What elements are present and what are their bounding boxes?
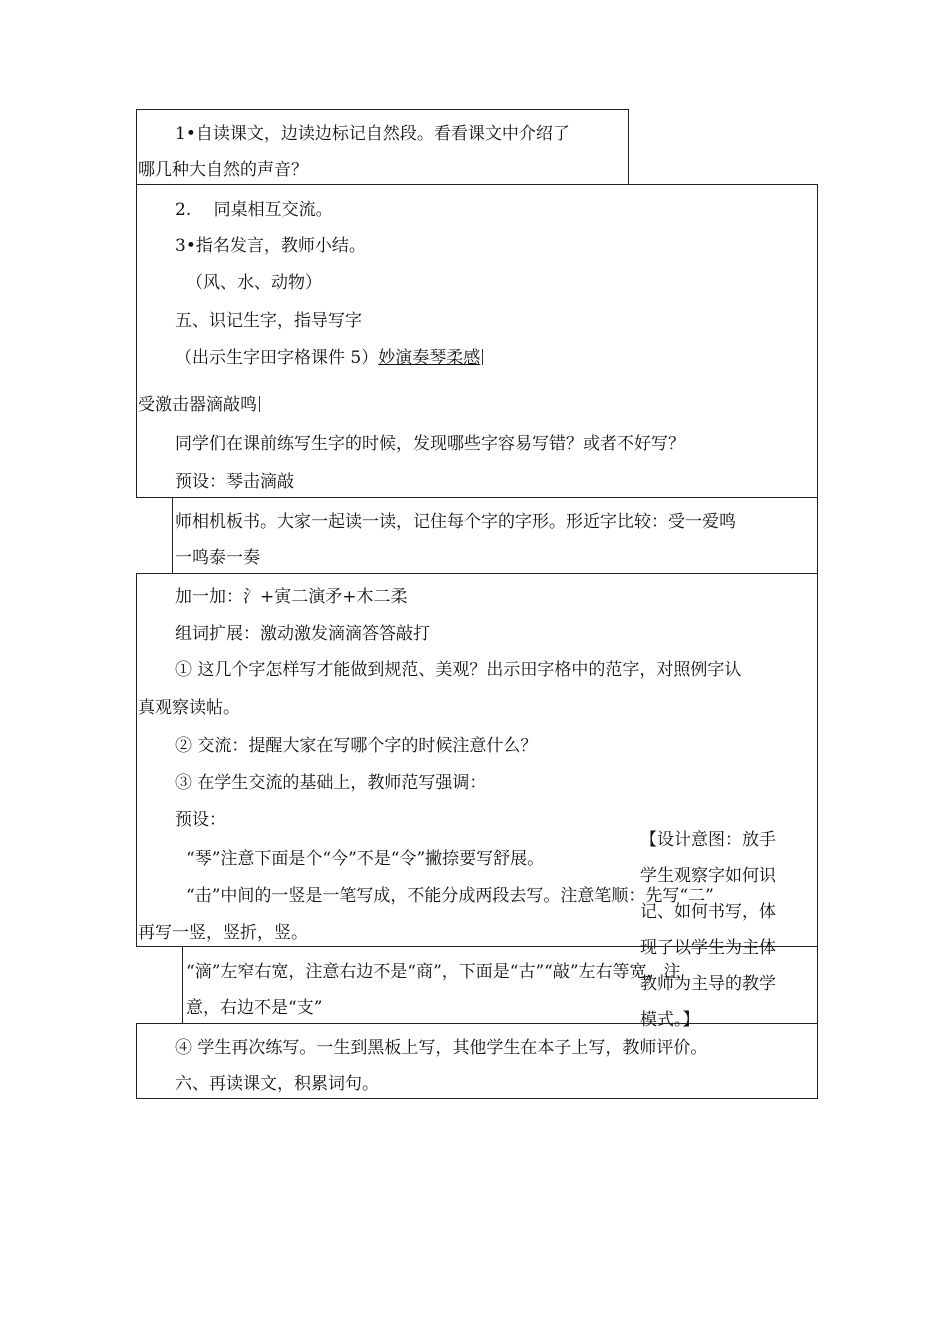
cursor-mark (482, 349, 483, 365)
note-line: 【设计意图：放手 (640, 830, 776, 850)
text-line: 同学们在课前练写生字的时候，发现哪些字容易写错？或者不好写？ (175, 434, 685, 454)
text-line: “滴”左窄右宽，注意右边不是“商”，下面是“古”“敲”左右等宽，注 (186, 962, 681, 982)
text-line: ② 交流：提醒大家在写哪个字的时候注意什么？ (175, 736, 538, 756)
text-line: ① 这几个字怎样写才能做到规范、美观？出示田字格中的范字，对照例字认 (175, 660, 742, 680)
text-line: 意，右边不是“支” (186, 998, 323, 1018)
text-line: 哪几种大自然的声音？ (138, 160, 308, 180)
text-line: （风、水、动物） (186, 273, 322, 293)
text-line: 3•指名发言，教师小结。 (175, 236, 366, 256)
section-3-box (172, 497, 818, 574)
new-characters-group-1: 妙演奏琴柔感 (378, 348, 481, 368)
text-line: 1•自读课文，边读边标记自然段。看看课文中介绍了 (175, 124, 570, 144)
new-characters-group-2: 受激击器滴敲鸣 (138, 395, 257, 415)
text-line: “击”中间的一竖是一笔写成，不能分成两段去写。注意笔顺：先写“二” (186, 886, 714, 906)
text-line: 预设：琴击滴敲 (175, 472, 294, 492)
design-intent-note (640, 830, 776, 1046)
text-line: 师相机板书。大家一起读一读，记住每个字的字形。形近字比较：受一爱鸣 (175, 512, 736, 532)
text-line: ④ 学生再次练写。一生到黑板上写，其他学生在本子上写，教师评价。 (175, 1038, 708, 1058)
text-line: ③ 在学生交流的基础上，教师范写强调： (175, 773, 487, 793)
note-line: 现了以学生为主体 (640, 938, 776, 958)
text-line: “琴”注意下面是个“今”不是“令”撇捺要写舒展。 (186, 849, 545, 869)
note-line: 学生观察字如何识 (640, 866, 776, 886)
text-line: 预设： (175, 810, 226, 830)
text-line: 2. 同桌相互交流。 (175, 200, 333, 220)
text-line: 真观察读帖。 (138, 698, 240, 718)
note-line: 记、如何书写，体 (640, 902, 776, 922)
text-line (138, 395, 260, 415)
text-line: 组词扩展：激动激发滴滴答答敲打 (175, 624, 430, 644)
text-line: 五、识记生字，指导写字 (175, 311, 362, 331)
text-line: 再写一竖，竖折，竖。 (138, 923, 308, 943)
text-line: 加一加：氵+寅二演矛+木二柔 (175, 587, 408, 607)
text-line: 一鸣泰一奏 (175, 548, 260, 568)
cursor-mark (259, 396, 260, 412)
note-line: 教师为主导的教学 (640, 974, 776, 994)
text-line (175, 348, 483, 368)
note-line: 模式。】 (640, 1010, 700, 1030)
courseware-note: （出示生字田字格课件 5） (175, 348, 379, 368)
text-line: 六、再读课文，积累词句。 (175, 1074, 379, 1094)
